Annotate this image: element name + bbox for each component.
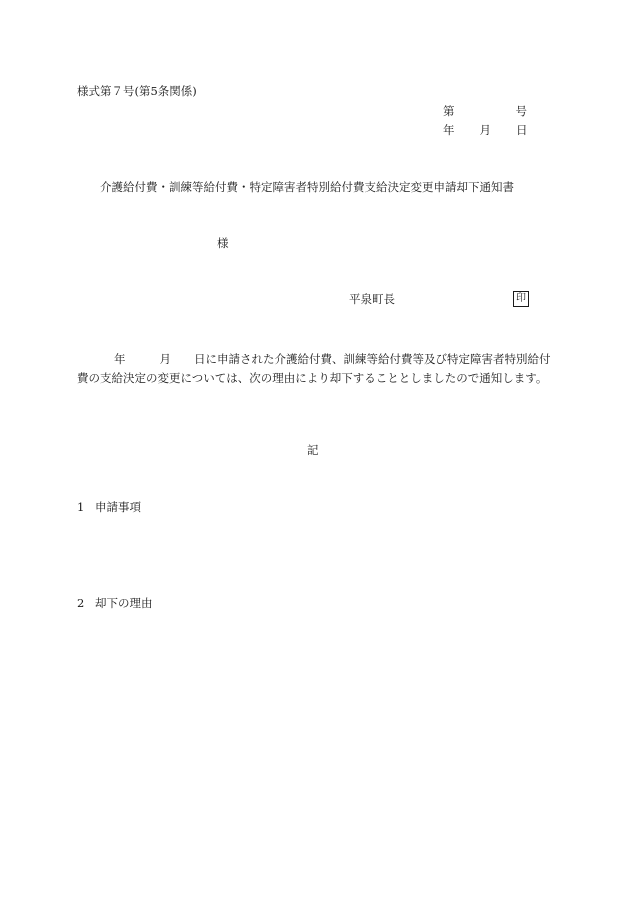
body-text: 日に申請された介護給付費、訓練等給付費等及び特定障害者特別給付費の支給決定の変更については、次の理由により却下することとしましたので通知します。 xyxy=(77,352,551,385)
item-application xyxy=(77,502,141,514)
body-year: 年 xyxy=(114,352,126,366)
date-month: 月 xyxy=(479,123,491,137)
date-year: 年 xyxy=(443,123,455,137)
ki-heading: 記 xyxy=(307,443,319,457)
item-number: 2 xyxy=(77,596,85,610)
date-day: 日 xyxy=(516,123,528,137)
document-number-prefix: 第 xyxy=(443,104,455,118)
sender-name: 平泉町長 xyxy=(349,292,395,306)
item-label: 却下の理由 xyxy=(95,596,153,610)
document-number xyxy=(443,106,527,118)
item-number: 1 xyxy=(77,500,85,514)
document-number-suffix: 号 xyxy=(515,104,527,118)
form-number: 様式第７号(第5条関係) xyxy=(77,84,197,98)
item-reason xyxy=(77,598,153,610)
item-label: 申請事項 xyxy=(95,500,141,514)
notice-body xyxy=(77,350,553,388)
body-month: 月 xyxy=(159,352,171,366)
addressee-suffix: 様 xyxy=(217,236,229,250)
seal-mark: 印 xyxy=(513,291,529,307)
document-title: 介護給付費・訓練等給付費・特定障害者特別給付費支給決定変更申請却下通知書 xyxy=(100,180,514,194)
issue-date xyxy=(443,125,528,137)
